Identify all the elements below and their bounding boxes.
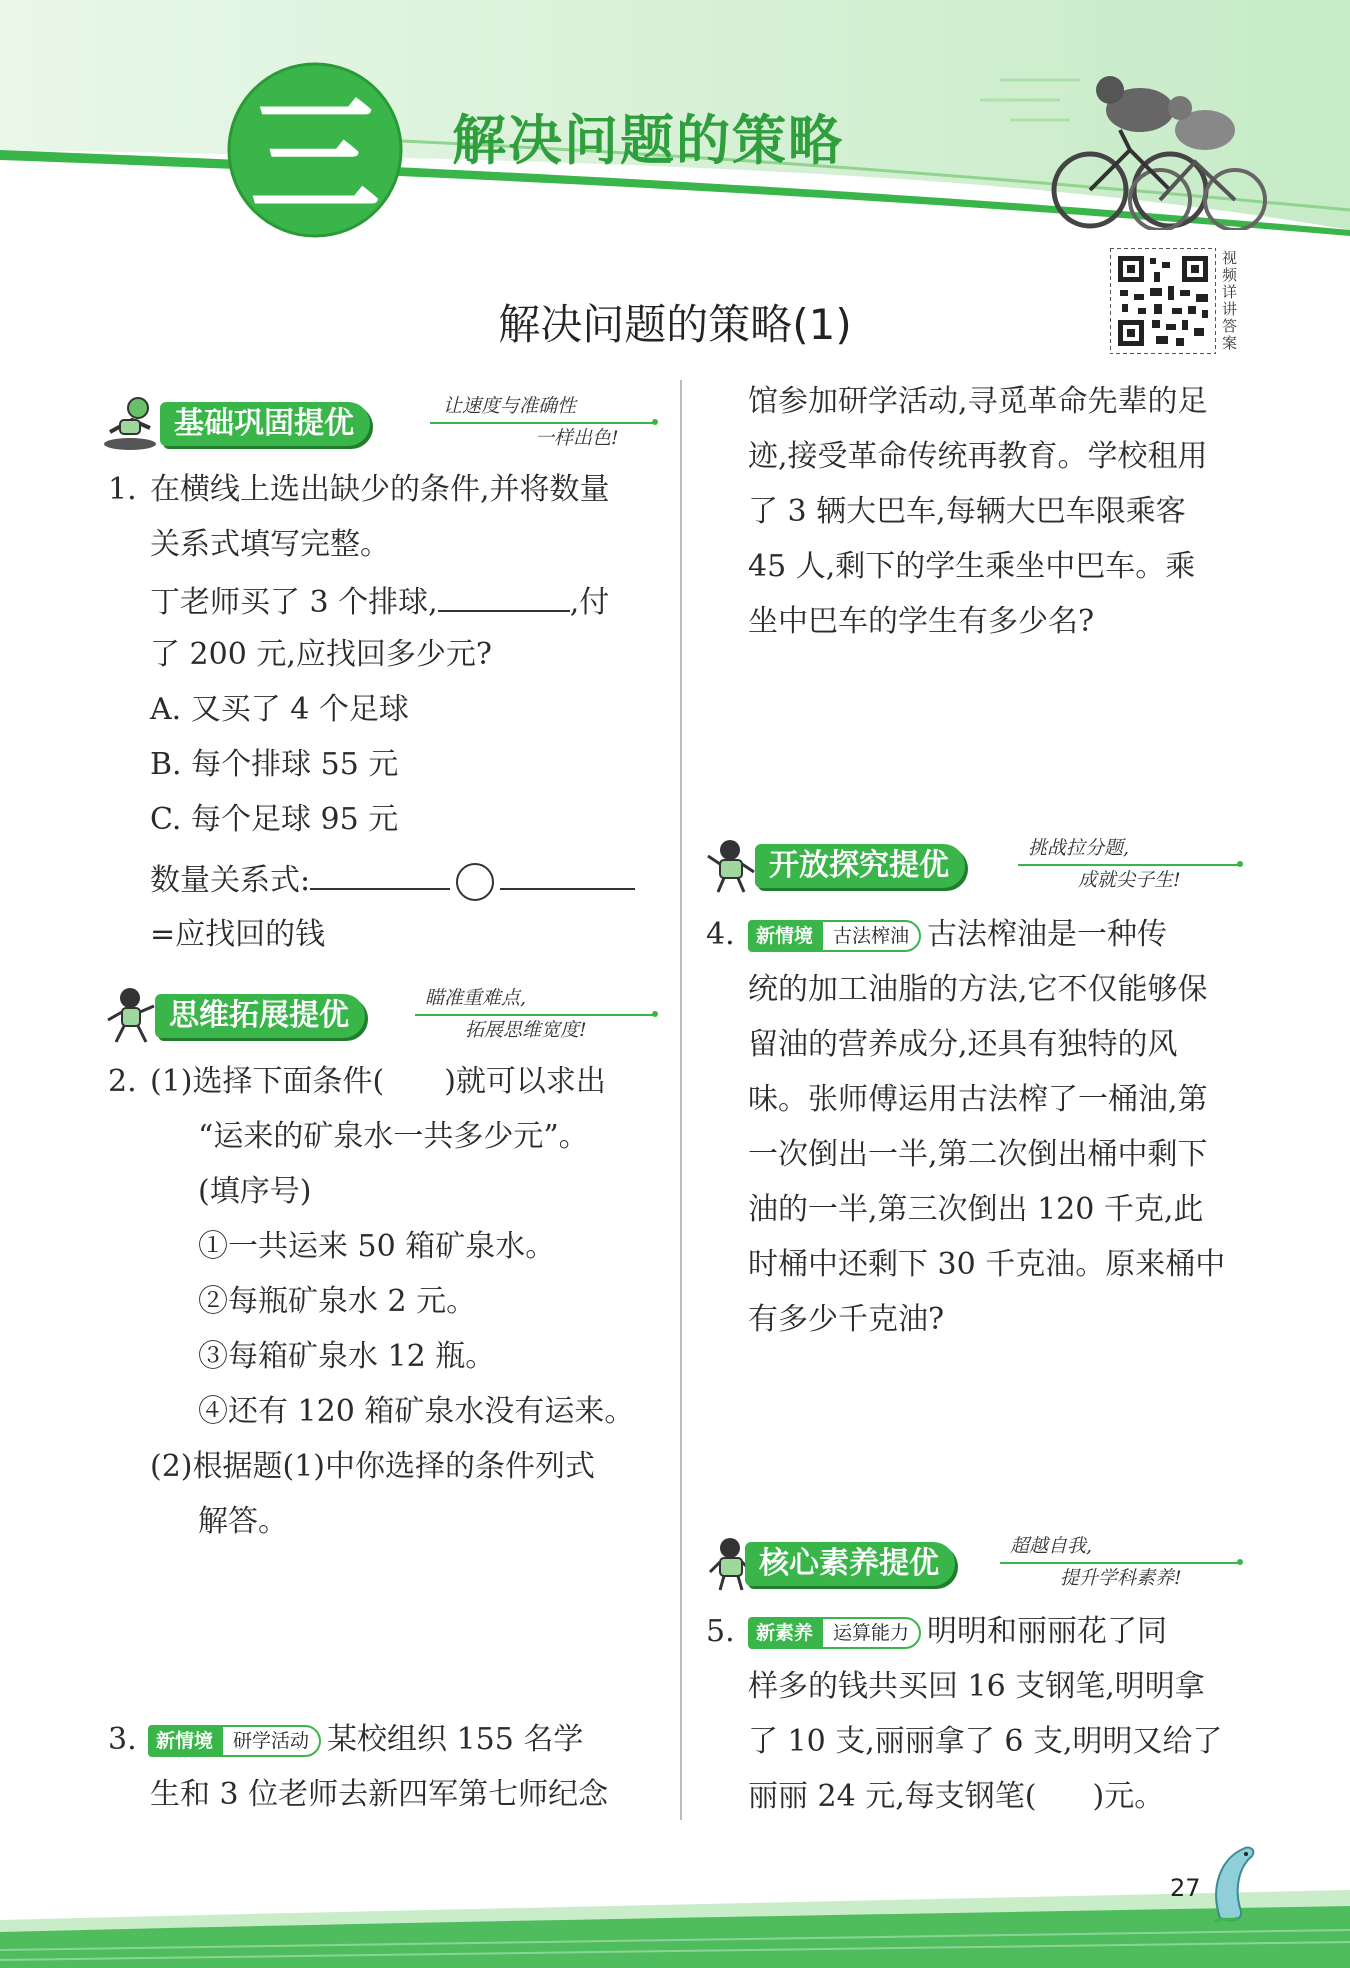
q3-badge-type: 新情境: [148, 1725, 221, 1757]
q3-line1: [140, 1720, 583, 1760]
tag-open-slogan1: 挑战拉分题,: [1028, 837, 1130, 859]
mascot-runner-icon: [100, 984, 162, 1046]
q3-right-line4: 45 人,剩下的学生乘坐中巴车。乘: [748, 549, 1196, 584]
tag-thinking-slogan2: 拓展思维宽度!: [465, 1019, 587, 1041]
q5-number: 5.: [706, 1614, 735, 1649]
q2-line1b: )就可以求出: [444, 1064, 606, 1099]
qr-code[interactable]: [1110, 248, 1216, 354]
q3-right-line3: 了 3 辆大巴车,每辆大巴车限乘客: [748, 494, 1186, 529]
tag-core-label: 核心素养提优: [745, 1542, 955, 1586]
q3-right-line1: 馆参加研学活动,寻觅革命先辈的足: [748, 384, 1208, 419]
q5-line1: [740, 1612, 1167, 1652]
q1-line1: 在横线上选出缺少的条件,并将数量: [150, 472, 610, 507]
q4-line4: 味。张师傅运用古法榨了一桶油,第: [748, 1082, 1208, 1117]
q3-right-line2: 迹,接受革命传统再教育。学校租用: [748, 439, 1208, 474]
dolphin-icon: [1200, 1838, 1270, 1928]
mascot-skater-icon: [100, 392, 162, 454]
q1-line3a: 丁老师买了 3 个排球,: [150, 585, 438, 620]
q1-operator-circle[interactable]: [456, 863, 494, 901]
q5-line4: [748, 1777, 1164, 1817]
q4-line1-text: 古法榨油是一种传: [927, 917, 1168, 952]
q1-option-a[interactable]: A. 又买了 4 个足球: [150, 692, 409, 727]
tag-basic-label: 基础巩固提优: [160, 402, 370, 446]
tag-basic: [100, 388, 660, 458]
q2-line1: [150, 1062, 606, 1102]
tag-core-slogan2: 提升学科素养!: [1060, 1567, 1182, 1589]
q4-line3: 留油的营养成分,还具有独特的风: [748, 1027, 1178, 1062]
chapter-number: 三: [249, 81, 380, 233]
q1-line3: [150, 580, 609, 623]
tag-open: [700, 830, 1260, 900]
q1-relation-blank2[interactable]: [500, 858, 635, 890]
q4-line6: 油的一半,第三次倒出 120 千克,此: [748, 1192, 1204, 1227]
q3-line2: 生和 3 位老师去新四军第七师纪念: [150, 1777, 609, 1812]
tag-thinking-label: 思维拓展提优: [155, 994, 365, 1038]
q4-number: 4.: [706, 917, 735, 952]
q5-line2: 样多的钱共买回 16 支钢笔,明明拿: [748, 1669, 1205, 1704]
cyclist-illustration: [1040, 50, 1270, 230]
q1-relation-end: =应找回的钱: [150, 917, 326, 952]
tag-core-slogan1: 超越自我,: [1010, 1535, 1093, 1557]
q5-badge-topic: 运算能力: [821, 1617, 921, 1649]
q4-line5: 一次倒出一半,第二次倒出桶中剩下: [748, 1137, 1208, 1172]
q4-line1: [740, 915, 1167, 955]
q2-condition-1: ①一共运来 50 箱矿泉水。: [198, 1229, 556, 1264]
q1-option-c[interactable]: C. 每个足球 95 元: [150, 802, 399, 837]
q3-badge: [148, 1725, 321, 1757]
q1-line4: 了 200 元,应找回多少元?: [150, 637, 492, 672]
q2-line1a: (1)选择下面条件(: [150, 1064, 385, 1099]
qr-caption: 视频详讲答案: [1222, 249, 1238, 352]
page-number: 27: [1170, 1874, 1201, 1902]
footer-band: [0, 1850, 1350, 1968]
q2-part2-line2: 解答。: [198, 1504, 288, 1539]
slogan-dot: [652, 1011, 658, 1017]
q5-line4b: )元。: [1092, 1779, 1165, 1814]
q2-line3: (填序号): [198, 1174, 312, 1209]
q3-right-line5: 坐中巴车的学生有多少名?: [748, 604, 1095, 639]
q2-condition-3: ③每箱矿泉水 12 瓶。: [198, 1339, 496, 1374]
q1-line2: 关系式填写完整。: [150, 527, 390, 562]
tag-open-label: 开放探究提优: [755, 844, 965, 888]
q1-relation-blank1[interactable]: [310, 858, 450, 890]
q3-number: 3.: [108, 1722, 137, 1757]
tag-basic-slogan1: 让速度与准确性: [443, 395, 577, 417]
q1-option-b[interactable]: B. 每个排球 55 元: [150, 747, 399, 782]
tag-basic-slogan2: 一样出色!: [535, 427, 619, 449]
tag-thinking-slogan1: 瞄准重难点,: [425, 987, 527, 1009]
q4-badge: [748, 920, 921, 952]
q2-part2-line1: (2)根据题(1)中你选择的条件列式: [150, 1449, 595, 1484]
q5-line3: 了 10 支,丽丽拿了 6 支,明明又给了: [748, 1724, 1223, 1759]
q2-condition-2: ②每瓶矿泉水 2 元。: [198, 1284, 477, 1319]
tag-open-slogan2: 成就尖子生!: [1078, 869, 1181, 891]
q1-number: 1.: [108, 472, 137, 507]
column-divider: [680, 380, 682, 1820]
q5-badge: [748, 1617, 921, 1649]
q1-relation-label: 数量关系式:: [150, 863, 311, 898]
q4-line8: 有多少千克油?: [748, 1302, 945, 1337]
tag-thinking: [100, 980, 660, 1050]
tag-core: [700, 1528, 1260, 1598]
q2-line2: “运来的矿泉水一共多少元”。: [198, 1119, 589, 1154]
section-title: 解决问题的策略(1): [498, 300, 852, 349]
q4-line2: 统的加工油脂的方法,它不仅能够保: [748, 972, 1208, 1007]
q2-condition-4: ④还有 120 箱矿泉水没有运来。: [198, 1394, 635, 1429]
q5-line1-text: 明明和丽丽花了同: [927, 1614, 1168, 1649]
q1-relation: [150, 858, 635, 901]
mascot-explorer-icon: [700, 834, 762, 896]
q4-line7: 时桶中还剩下 30 千克油。原来桶中: [748, 1247, 1226, 1282]
q5-badge-type: 新素养: [748, 1617, 821, 1649]
q5-line4a: 丽丽 24 元,每支钢笔(: [748, 1779, 1037, 1814]
q4-badge-topic: 古法榨油: [821, 920, 921, 952]
q1-line3b: ,付: [569, 585, 610, 620]
slogan-dot: [1237, 861, 1243, 867]
chapter-title: 解决问题的策略: [452, 109, 844, 172]
q3-badge-topic: 研学活动: [221, 1725, 321, 1757]
q4-badge-type: 新情境: [748, 920, 821, 952]
slogan-dot: [1237, 1559, 1243, 1565]
q1-condition-blank[interactable]: [438, 580, 570, 612]
q3-line1-text: 某校组织 155 名学: [327, 1722, 584, 1757]
q2-number: 2.: [108, 1064, 137, 1099]
slogan-dot: [652, 419, 658, 425]
